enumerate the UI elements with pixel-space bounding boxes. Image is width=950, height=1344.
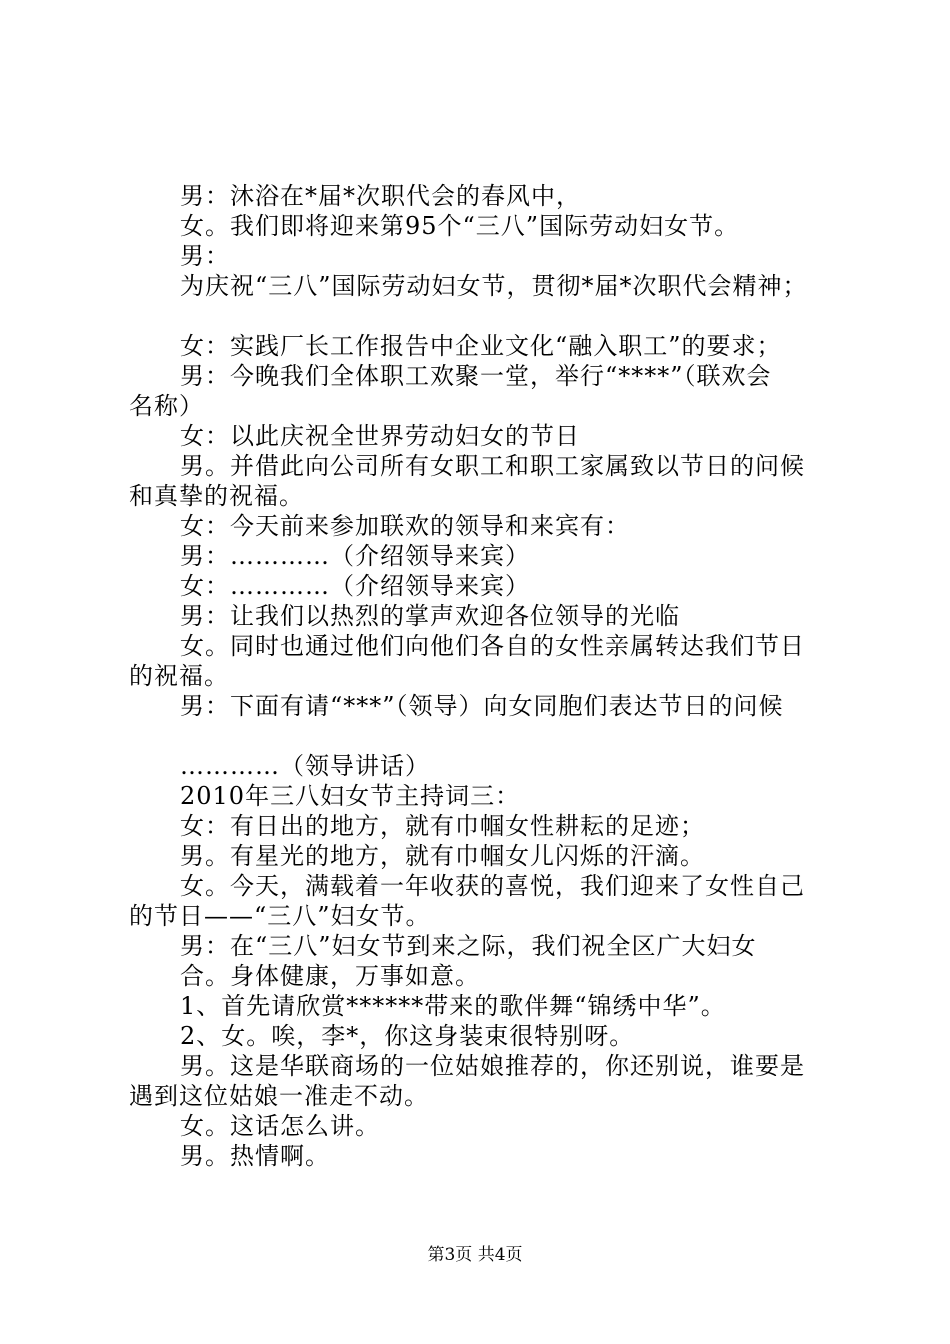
- text-line: 名称）: [129, 392, 204, 420]
- text-line: 女。今天，满载着一年收获的喜悦，我们迎来了女性自己: [180, 872, 805, 900]
- text-line: 男。热情啊。: [180, 1142, 330, 1170]
- text-line: 男：…………（介绍领导来宾）: [180, 542, 530, 570]
- text-line: 男：让我们以热烈的掌声欢迎各位领导的光临: [180, 602, 680, 630]
- text-line: 男。并借此向公司所有女职工和职工家属致以节日的问候: [180, 452, 805, 480]
- text-line: 男：: [180, 242, 230, 270]
- text-line: 女。同时也通过他们向他们各自的女性亲属转达我们节日: [180, 632, 805, 660]
- text-line: 女。我们即将迎来第95个“三八”国际劳动妇女节。: [180, 212, 740, 240]
- text-line: 女：有日出的地方，就有巾帼女性耕耘的足迹；: [180, 812, 705, 840]
- text-line: 遇到这位姑娘一准走不动。: [129, 1082, 429, 1110]
- text-line: 男：沐浴在*届*次职代会的春风中，: [180, 182, 581, 210]
- text-line: 2、女。唉，李*，你这身装束很特别呀。: [180, 1022, 635, 1050]
- text-line: 男：下面有请“***”（领导）向女同胞们表达节日的问候: [180, 692, 784, 720]
- text-line: …………（领导讲话）: [180, 752, 430, 780]
- text-line: 男：在“三八”妇女节到来之际，我们祝全区广大妇女: [180, 932, 757, 960]
- text-line: 和真挚的祝福。: [129, 482, 304, 510]
- text-line: 女：…………（介绍领导来宾）: [180, 572, 530, 600]
- text-line: 男：今晚我们全体职工欢聚一堂，举行“****”（联欢会: [180, 362, 772, 390]
- text-line: 的节日——“三八”妇女节。: [129, 902, 431, 930]
- text-line: 男。有星光的地方，就有巾帼女儿闪烁的汗滴。: [180, 842, 705, 870]
- text-line: 女：实践厂长工作报告中企业文化“融入职工”的要求；: [180, 332, 782, 360]
- text-line: 2010年三八妇女节主持词三：: [180, 782, 521, 810]
- text-line: 男。这是华联商场的一位姑娘推荐的，你还别说，谁要是: [180, 1052, 805, 1080]
- text-line: 女：以此庆祝全世界劳动妇女的节日: [180, 422, 580, 450]
- text-line: 合。身体健康，万事如意。: [180, 962, 480, 990]
- page-number-footer: 第3页 共4页: [427, 1245, 523, 1265]
- text-line: 为庆祝“三八”国际劳动妇女节，贯彻*届*次职代会精神；: [180, 272, 808, 300]
- text-line: 女：今天前来参加联欢的领导和来宾有：: [180, 512, 630, 540]
- text-line: 女。这话怎么讲。: [180, 1112, 380, 1140]
- text-line: 1、首先请欣赏******带来的歌伴舞“锦绣中华”。: [180, 992, 726, 1020]
- text-line: 的祝福。: [129, 662, 229, 690]
